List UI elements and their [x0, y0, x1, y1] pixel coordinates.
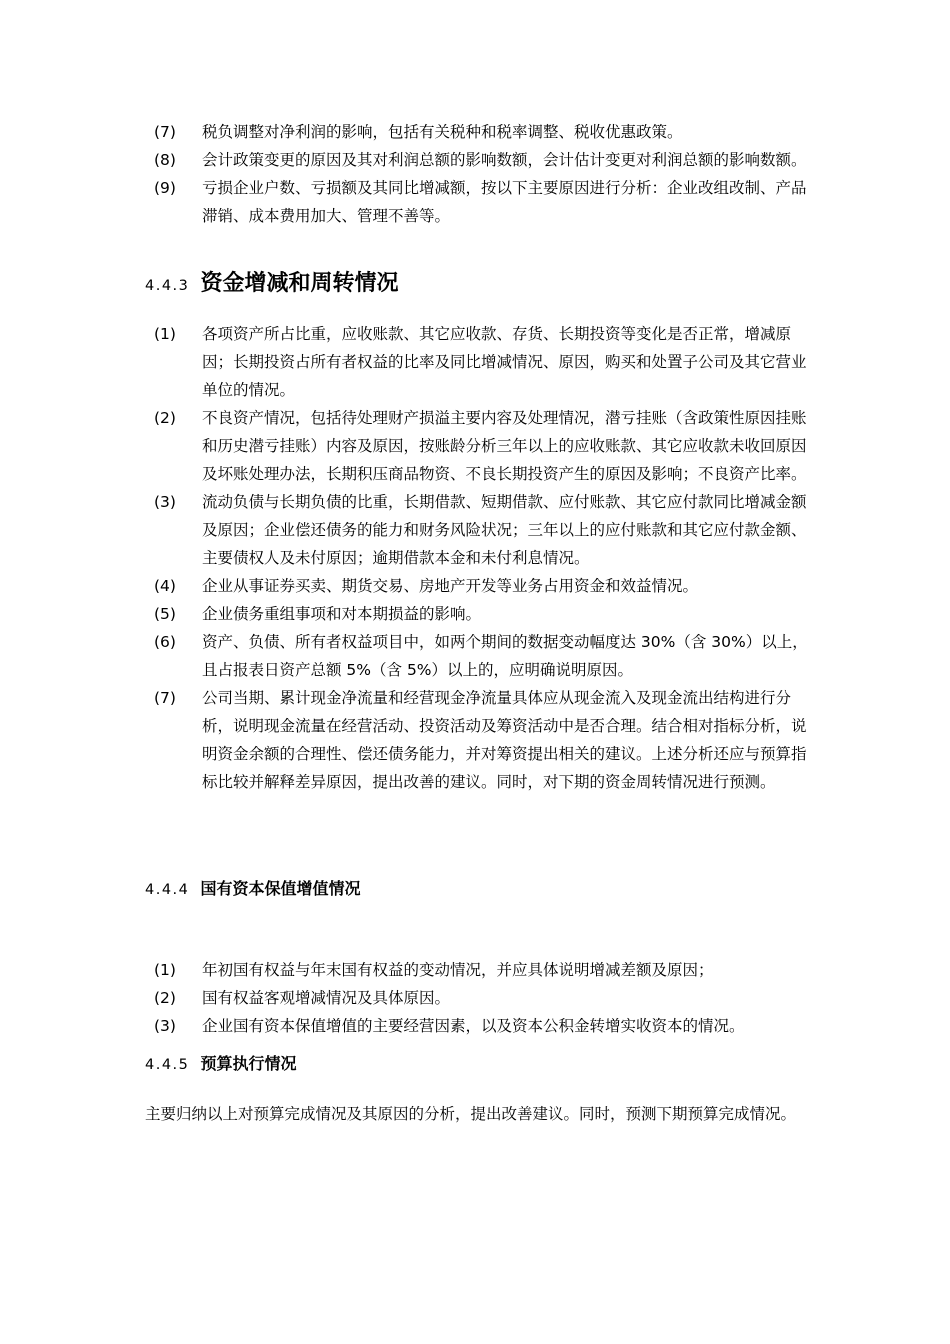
list-item — [0, 488, 950, 572]
item-text: 税负调整对净利润的影响，包括有关税种和税率调整、税收优惠政策。 — [202, 123, 683, 141]
item-number: (6) — [154, 633, 176, 651]
item-text: 会计政策变更的原因及其对利润总额的影响数额，会计估计变更对利润总额的影响数额。 — [202, 151, 807, 169]
item-number: (9) — [154, 179, 176, 197]
item-text: 国有权益客观增减情况及具体原因。 — [202, 989, 451, 1007]
item-number: (3) — [154, 493, 176, 511]
list-item — [0, 404, 950, 488]
list-item — [0, 146, 950, 174]
list-fund-turnover — [0, 320, 950, 796]
item-number: (2) — [154, 409, 176, 427]
list-item — [0, 320, 950, 404]
list-item — [0, 984, 950, 1012]
item-text: 年初国有权益与年末国有权益的变动情况，并应具体说明增减差额及原因； — [202, 961, 714, 979]
closing-paragraph: 主要归纳以上对预算完成情况及其原因的分析，提出改善建议。同时，预测下期预算完成情况。 — [145, 1105, 797, 1123]
item-text: 流动负债与长期负债的比重，长期借款、短期借款、应付账款、其它应付款同比增减金额及原因；企业偿还债务的能力和财务风险状况；三年以上的应付账款和其它应付款金额、主要债权人及未付原因；逾期借款本金和未付利息情况。 — [202, 493, 807, 567]
item-text: 企业从事证券买卖、期货交易、房地产开发等业务占用资金和效益情况。 — [202, 577, 699, 595]
item-text: 各项资产所占比重，应收账款、其它应收款、存货、长期投资等变化是否正常，增减原因；长期投资占所有者权益的比率及同比增减情况、原因，购买和处置子公司及其它营业单位的情况。 — [202, 325, 807, 399]
item-text: 资产、负债、所有者权益项目中，如两个期间的数据变动幅度达 30%（含 30%）以上，且占报表日资产总额 5%（含 5%）以上的，应明确说明原因。 — [202, 633, 808, 679]
section-title: 预算执行情况 — [200, 1054, 297, 1073]
section-number: 4.4.5 — [145, 1057, 190, 1073]
item-text: 企业债务重组事项和对本期损益的影响。 — [202, 605, 482, 623]
item-number: (7) — [154, 689, 176, 707]
item-number: (5) — [154, 605, 176, 623]
list-item — [0, 600, 950, 628]
item-text: 亏损企业户数、亏损额及其同比增减额，按以下主要原因进行分析：企业改组改制、产品滞销、成本费用加大、管理不善等。 — [202, 179, 807, 225]
item-number: (1) — [154, 325, 176, 343]
item-number: (1) — [154, 961, 176, 979]
list-item — [0, 628, 950, 684]
item-number: (2) — [154, 989, 176, 1007]
item-number: (4) — [154, 577, 176, 595]
item-text: 不良资产情况，包括待处理财产损溢主要内容及处理情况，潜亏挂账（含政策性原因挂账和历史潜亏挂账）内容及原因，按账龄分析三年以上的应收账款、其它应收款未收回原因及坏账处理办法，长期积压商品物资、不良长期投资产生的原因及影响；不良资产比率。 — [202, 409, 807, 483]
list-item — [0, 572, 950, 600]
section-heading-4-4-4 — [145, 876, 361, 899]
section-heading-4-4-5 — [145, 1051, 297, 1074]
item-number: (7) — [154, 123, 176, 141]
list-item — [0, 118, 950, 146]
section-number: 4.4.3 — [145, 278, 190, 294]
list-item — [0, 1012, 950, 1040]
item-number: (3) — [154, 1017, 176, 1035]
item-text: 公司当期、累计现金净流量和经营现金净流量具体应从现金流入及现金流出结构进行分析，说明现金流量在经营活动、投资活动及筹资活动中是否合理。结合相对指标分析，说明资金余额的合理性、偿还债务能力，并对筹资提出相关的建议。上述分析还应与预算指标比较并解释差异原因，提出改善的建议。同时，对下期的资金周转情况进行预测。 — [202, 689, 807, 791]
section-heading-4-4-3 — [145, 266, 399, 297]
item-number: (8) — [154, 151, 176, 169]
list-item — [0, 684, 950, 796]
list-profit-analysis — [0, 118, 950, 230]
list-item — [0, 956, 950, 984]
list-state-capital — [0, 956, 950, 1040]
section-title: 资金增减和周转情况 — [200, 271, 399, 296]
section-number: 4.4.4 — [145, 882, 190, 898]
item-text: 企业国有资本保值增值的主要经营因素，以及资本公积金转增实收资本的情况。 — [202, 1017, 745, 1035]
list-item — [0, 174, 950, 230]
section-title: 国有资本保值增值情况 — [200, 879, 361, 898]
